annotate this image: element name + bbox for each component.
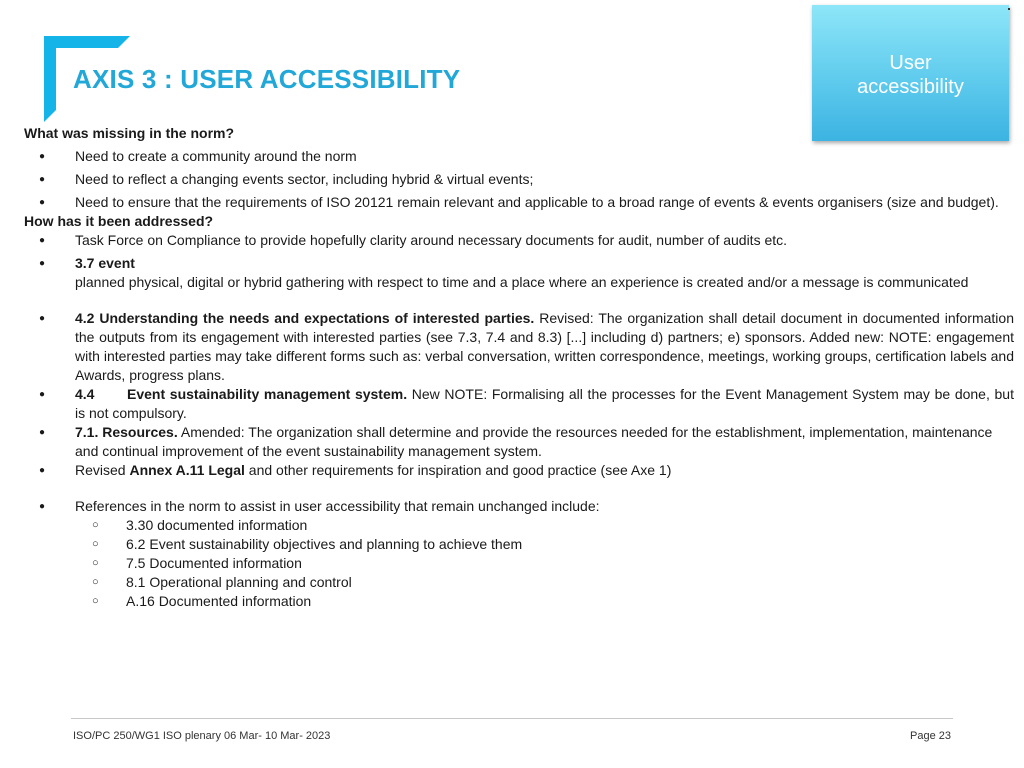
item-4-2-bold: 4.2 Understanding the needs and expectations of interested parties. [75,310,535,326]
addressed-list [24,231,1014,611]
corner-dot [1008,8,1010,10]
references-sublist [75,516,1014,611]
sub-list-item: ○ 3.30 documented information [75,516,1014,535]
item-4-4-number: 4.4 [75,386,95,402]
references-intro: References in the norm to assist in user accessibility that remain unchanged include: [75,498,600,514]
list-item-4-4 [24,385,1014,423]
missing-list [24,147,1014,212]
annex-post: and other requirements for inspiration and good practice (see Axe 1) [244,462,672,478]
annex-bold: Annex A.11 Legal [129,462,245,478]
topic-badge-line1: User [889,52,932,74]
item-4-4-text: New NOTE: Formalising all the processes for the Event Management System may be done, but is not compulsory. [75,386,1014,421]
addressed-heading: How has it been addressed? [24,213,214,229]
list-item: ● Need to ensure that the requirements of ISO 20121 remain relevant and applicable to a broad range of events & events organisers (size and budget). [24,193,1014,212]
sub-list-item: ○ 6.2 Event sustainability objectives and planning to achieve them [75,535,1014,554]
list-item-4-2 [24,309,1014,385]
item-4-4-bold: Event sustainability management system. [127,386,408,402]
slide-title: AXIS 3 : USER ACCESSIBILITY [73,64,461,94]
footer-divider [71,718,953,719]
item-4-2-text: Revised: The organization shall detail document in documented information the outputs from its engagement with interested parties (see 7.3, 7.4 and 8.3) [...] including d) partners; e) sponsors. Added new: NOTE: engagement with interested parties may take different forms such as: verbal conversation, written correspondence, meetings, working groups, certification labels and Awards, progress plans. [75,310,1014,383]
topic-badge-line2: accessibility [857,76,964,98]
list-item: ● Need to create a community around the norm [24,147,1014,166]
item-7-1-text: Amended: The organization shall determine and provide the resources needed for the establishment, implementation, maintenance and continual improvement of the event sustainability management system. [75,424,993,459]
event-definition-text: planned physical, digital or hybrid gathering with respect to time and a place where an experience is created and/or a message is communicated [75,274,969,290]
event-term: 3.7 event [75,255,135,271]
list-item-event-definition [24,254,1014,292]
footer-meeting-info: ISO/PC 250/WG1 ISO plenary 06 Mar- 10 Mar- 2023 [73,730,331,742]
list-item-7-1 [24,423,1014,461]
page-number: Page 23 [910,730,951,742]
list-item: ● Task Force on Compliance to provide hopefully clarity around necessary documents for audit, number of audits etc. [24,231,1014,250]
slide-body [24,124,1014,611]
list-item: ● Need to reflect a changing events sector, including hybrid & virtual events; [24,170,1014,189]
item-7-1-bold: 7.1. Resources. [75,424,178,440]
list-item-annex [24,461,1014,480]
list-item-references [24,497,1014,611]
missing-heading: What was missing in the norm? [24,125,235,141]
sub-list-item: ○ 8.1 Operational planning and control [75,573,1014,592]
sub-list-item: ○ 7.5 Documented information [75,554,1014,573]
annex-pre: Revised [75,462,130,478]
topic-badge [812,5,1009,141]
sub-list-item: ○ A.16 Documented information [75,592,1014,611]
